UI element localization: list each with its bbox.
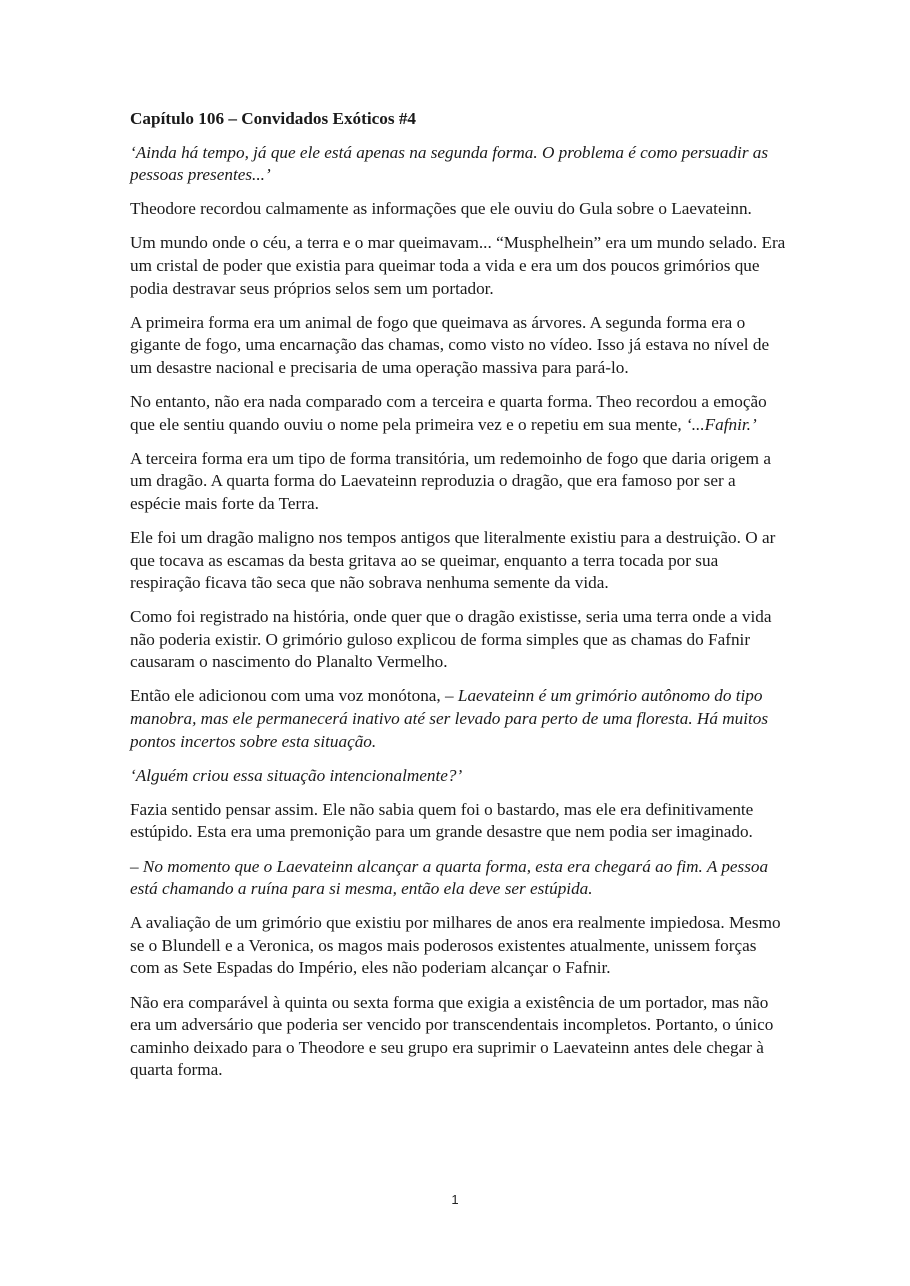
text-segment: Então ele adicionou com uma voz monótona,: [130, 686, 446, 706]
page-number: 1: [451, 1192, 459, 1207]
text-segment: Theodore recordou calmamente as informações que ele ouviu do Gula sobre o Laevateinn.: [130, 199, 752, 219]
paragraph: [130, 856, 790, 901]
text-segment: Um mundo onde o céu, a terra e o mar queimavam... “Musphelhein” era um mundo selado. Era um cristal de poder que existia para queimar toda a vida e era um dos poucos grimórios que podia destravar seus próprios selos sem um portador.: [130, 233, 786, 298]
paragraph: [130, 391, 790, 436]
paragraph: [130, 799, 790, 844]
italic-text-segment: – No momento que o Laevateinn alcançar a quarta forma, esta era chegará ao fim. A pessoa está chamando a ruína para si mesma, então ela deve ser estúpida.: [130, 856, 769, 899]
paragraph: [130, 232, 790, 300]
text-segment: Ele foi um dragão maligno nos tempos antigos que literalmente existiu para a destruição. O ar que tocava as escamas da besta gritava ao se queimar, enquanto a terra tocada por sua respiração ficava tão seca que não sobrava nenhuma semente da vida.: [130, 527, 776, 593]
paragraph: [130, 606, 790, 674]
text-segment: Como foi registrado na história, onde quer que o dragão existisse, seria uma terra onde a vida não poderia existir. O grimório guloso explicou de forma simples que as chamas do Fafnir causaram o nascimento do Planalto Vermelho.: [130, 607, 772, 672]
paragraph: [130, 685, 790, 753]
italic-text-segment: ‘...Fafnir.’: [686, 414, 757, 434]
paragraph: [130, 765, 790, 788]
text-segment: No entanto, não era nada comparado com a terceira e quarta forma. Theo recordou a emoção que ele sentiu quando ouviu o nome pela primeira vez e o repetiu em sua mente,: [130, 391, 767, 434]
text-segment: Não era comparável à quinta ou sexta forma que exigia a existência de um portador, mas não era um adversário que poderia ser vencido por transcendentais incompletos. Portanto, o único caminho deixado para o Theodore e seu grupo era suprimir o Laevateinn antes dele chegar à quarta forma.: [130, 992, 774, 1080]
paragraph: [130, 527, 790, 595]
paragraph: [130, 198, 790, 221]
italic-text-segment: – Laevateinn é um grimório autônomo do tipo manobra, mas ele permanecerá inativo até ser levado para perto de uma floresta. Há muitos pontos incertos sobre esta situação.: [130, 686, 769, 751]
text-segment: A avaliação de um grimório que existiu por milhares de anos era realmente impiedosa. Mesmo se o Blundell e a Veronica, os magos mais poderosos existentes atualmente, unissem forças com as Sete Espadas do Império, eles não poderiam alcançar o Fafnir.: [130, 913, 781, 978]
italic-text-segment: ‘Alguém criou essa situação intencionalmente?’: [130, 765, 463, 785]
text-segment: A primeira forma era um animal de fogo que queimava as árvores. A segunda forma era o gigante de fogo, uma encarnação das chamas, como visto no vídeo. Isso já estava no nível de um desastre nacional e precisaria de uma operação massiva para pará-lo.: [130, 312, 770, 377]
document-body: [130, 108, 790, 1093]
paragraph: [130, 142, 790, 187]
text-segment: Fazia sentido pensar assim. Ele não sabia quem foi o bastardo, mas ele era definitivamente estúpido. Esta era uma premonição para um grande desastre que nem podia ser imaginado.: [130, 799, 754, 842]
text-segment: A terceira forma era um tipo de forma transitória, um redemoinho de fogo que daria origem a um dragão. A quarta forma do Laevateinn reproduzia o dragão, que era famoso por ser a espécie mais forte da Terra.: [130, 448, 771, 513]
italic-text-segment: ‘Ainda há tempo, já que ele está apenas na segunda forma. O problema é como persuadir as pessoas presentes...’: [130, 142, 769, 185]
chapter-title: Capítulo 106 – Convidados Exóticos #4: [130, 109, 417, 128]
paragraph: [130, 912, 790, 980]
paragraph: [130, 448, 790, 516]
paragraph: [130, 992, 790, 1082]
paragraph: [130, 312, 790, 380]
paragraph-list: [130, 142, 790, 1082]
